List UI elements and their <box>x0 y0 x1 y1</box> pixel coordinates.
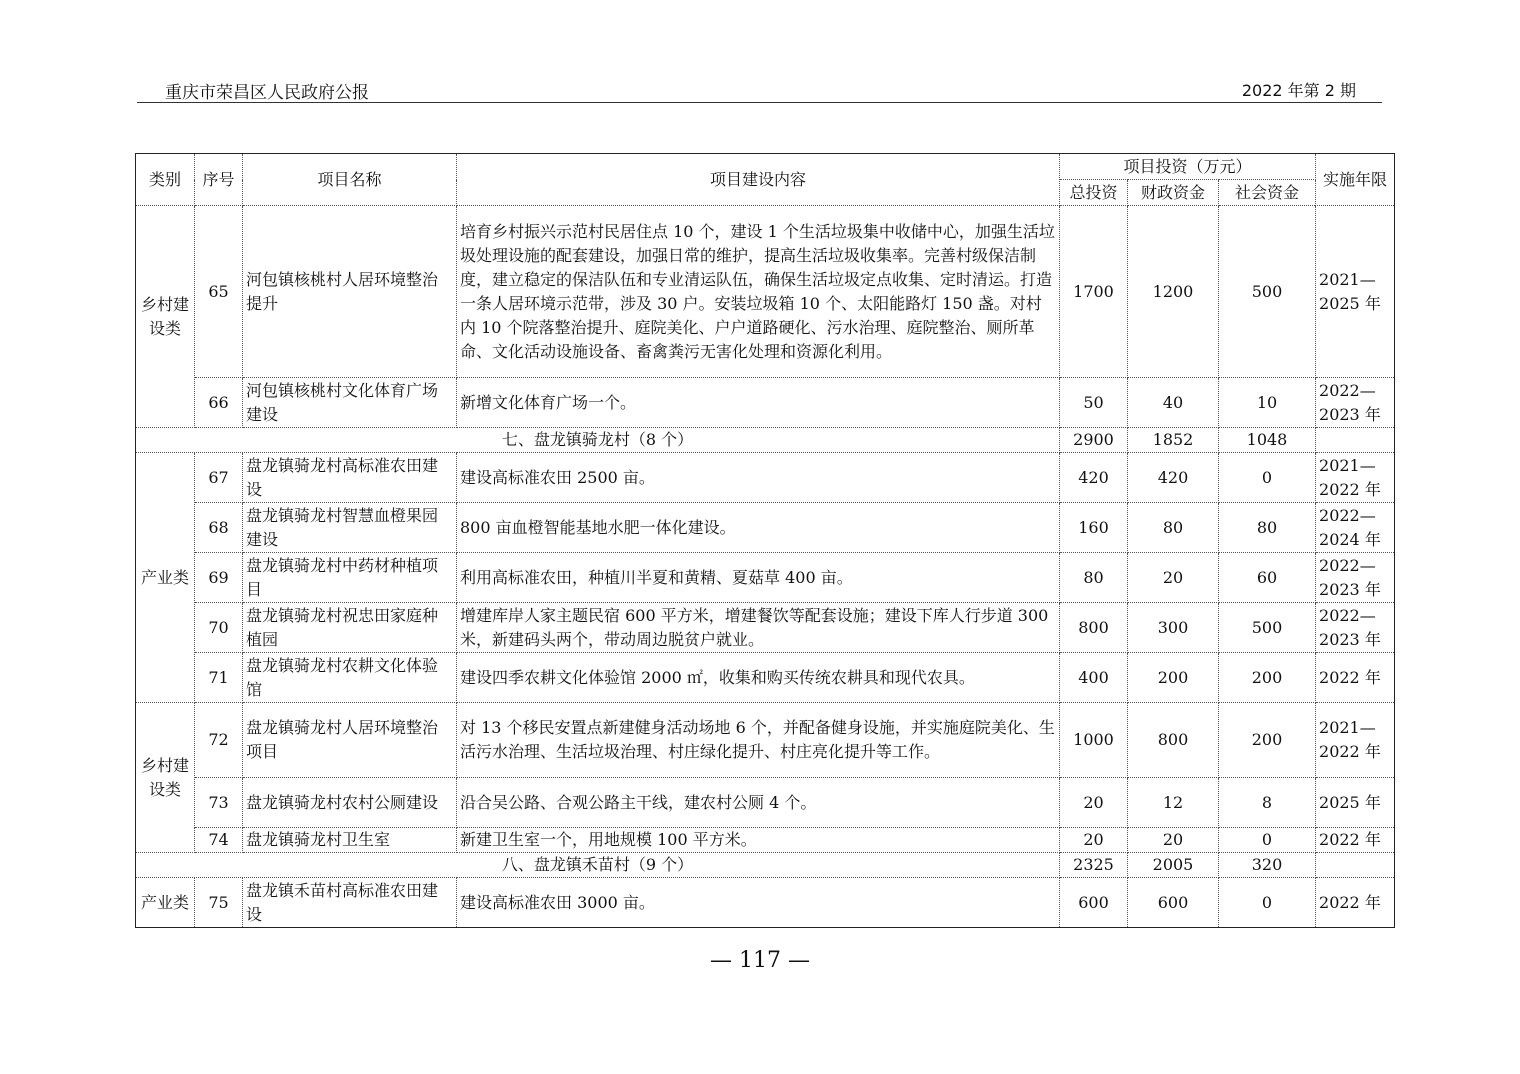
category-cell: 产业类 <box>136 453 195 703</box>
content-cell: 利用高标准农田，种植川半夏和黄精、夏菇草 400 亩。 <box>457 553 1060 603</box>
header-fiscal: 财政资金 <box>1128 180 1219 206</box>
seq-cell: 66 <box>195 378 243 428</box>
total-cell: 160 <box>1060 503 1128 553</box>
fiscal-cell: 300 <box>1128 603 1219 653</box>
section-fiscal: 2005 <box>1128 853 1219 878</box>
project-table <box>135 153 1395 928</box>
name-cell: 盘龙镇骑龙村中药材种植项目 <box>243 553 457 603</box>
section-row <box>136 853 1395 878</box>
header-total: 总投资 <box>1060 180 1128 206</box>
header-name: 项目名称 <box>243 154 457 206</box>
section-period <box>1316 428 1395 453</box>
period-cell: 2022 年 <box>1316 878 1395 928</box>
header-title: 重庆市荣昌区人民政府公报 <box>165 83 369 103</box>
total-cell: 80 <box>1060 553 1128 603</box>
section-social: 320 <box>1219 853 1316 878</box>
period-cell: 2022 年 <box>1316 828 1395 853</box>
section-fiscal: 1852 <box>1128 428 1219 453</box>
page-number: — 117 — <box>710 948 810 973</box>
table-row <box>136 206 1395 378</box>
name-cell: 河包镇核桃村文化体育广场建设 <box>243 378 457 428</box>
total-cell: 1700 <box>1060 206 1128 378</box>
table-row <box>136 653 1395 703</box>
period-cell: 2021—2025 年 <box>1316 206 1395 378</box>
header-social: 社会资金 <box>1219 180 1316 206</box>
seq-cell: 71 <box>195 653 243 703</box>
period-cell: 2021—2022 年 <box>1316 703 1395 778</box>
seq-cell: 75 <box>195 878 243 928</box>
social-cell: 0 <box>1219 878 1316 928</box>
fiscal-cell: 20 <box>1128 828 1219 853</box>
table-row <box>136 553 1395 603</box>
header-investment: 项目投资（万元） <box>1060 154 1316 180</box>
name-cell: 盘龙镇骑龙村祝忠田家庭种植园 <box>243 603 457 653</box>
name-cell: 盘龙镇禾苗村高标准农田建设 <box>243 878 457 928</box>
content-cell: 培育乡村振兴示范村民居住点 10 个，建设 1 个生活垃圾集中收储中心，加强生活垃圾处理设施的配套建设，加强日常的维护，提高生活垃圾收集率。完善村级保洁制度，建立稳定的保洁队伍和专业清运队伍，确保生活垃圾定点收集、定时清运。打造一条人居环境示范带，涉及 30 户。安装垃圾箱 10 个、太阳能路灯 150 盏。对村内 10 个院落整治提升、庭院美化、户户道路硬化、污水治理、庭院整治、厕所革命、文化活动设施设备、畜禽粪污无害化处理和资源化利用。 <box>457 206 1060 378</box>
content-cell: 增建库岸人家主题民宿 600 平方米，增建餐饮等配套设施；建设下库人行步道 300 米，新建码头两个，带动周边脱贫户就业。 <box>457 603 1060 653</box>
header-period: 实施年限 <box>1316 154 1395 206</box>
content-cell: 建设高标准农田 2500 亩。 <box>457 453 1060 503</box>
page-header <box>137 78 1382 103</box>
total-cell: 600 <box>1060 878 1128 928</box>
fiscal-cell: 40 <box>1128 378 1219 428</box>
total-cell: 20 <box>1060 778 1128 828</box>
period-cell: 2022—2023 年 <box>1316 603 1395 653</box>
social-cell: 8 <box>1219 778 1316 828</box>
category-cell: 乡村建设类 <box>136 703 195 853</box>
fiscal-cell: 420 <box>1128 453 1219 503</box>
seq-cell: 67 <box>195 453 243 503</box>
total-cell: 400 <box>1060 653 1128 703</box>
seq-cell: 69 <box>195 553 243 603</box>
table-row <box>136 778 1395 828</box>
content-cell: 新建卫生室一个，用地规模 100 平方米。 <box>457 828 1060 853</box>
seq-cell: 70 <box>195 603 243 653</box>
section-title: 七、盘龙镇骑龙村（8 个） <box>136 428 1060 453</box>
social-cell: 60 <box>1219 553 1316 603</box>
period-cell: 2025 年 <box>1316 778 1395 828</box>
table-row <box>136 828 1395 853</box>
fiscal-cell: 12 <box>1128 778 1219 828</box>
fiscal-cell: 1200 <box>1128 206 1219 378</box>
category-cell: 产业类 <box>136 878 195 928</box>
seq-cell: 74 <box>195 828 243 853</box>
content-cell: 对 13 个移民安置点新建健身活动场地 6 个，并配备健身设施，并实施庭院美化、生活污水治理、生活垃圾治理、村庄绿化提升、村庄亮化提升等工作。 <box>457 703 1060 778</box>
period-cell: 2022 年 <box>1316 653 1395 703</box>
name-cell: 盘龙镇骑龙村智慧血橙果园建设 <box>243 503 457 553</box>
section-total: 2325 <box>1060 853 1128 878</box>
table-row <box>136 503 1395 553</box>
social-cell: 0 <box>1219 453 1316 503</box>
content-cell: 建设高标准农田 3000 亩。 <box>457 878 1060 928</box>
fiscal-cell: 80 <box>1128 503 1219 553</box>
header-row <box>136 154 1395 180</box>
period-cell: 2022—2023 年 <box>1316 553 1395 603</box>
seq-cell: 73 <box>195 778 243 828</box>
total-cell: 50 <box>1060 378 1128 428</box>
table-row <box>136 878 1395 928</box>
period-cell: 2022—2024 年 <box>1316 503 1395 553</box>
header-content: 项目建设内容 <box>457 154 1060 206</box>
period-cell: 2022—2023 年 <box>1316 378 1395 428</box>
total-cell: 420 <box>1060 453 1128 503</box>
content-cell: 沿合吴公路、合观公路主干线，建农村公厕 4 个。 <box>457 778 1060 828</box>
table-row <box>136 703 1395 778</box>
total-cell: 800 <box>1060 603 1128 653</box>
social-cell: 500 <box>1219 603 1316 653</box>
social-cell: 0 <box>1219 828 1316 853</box>
header-seq: 序号 <box>195 154 243 206</box>
seq-cell: 72 <box>195 703 243 778</box>
header-category: 类别 <box>136 154 195 206</box>
content-cell: 800 亩血橙智能基地水肥一体化建设。 <box>457 503 1060 553</box>
total-cell: 1000 <box>1060 703 1128 778</box>
social-cell: 200 <box>1219 653 1316 703</box>
fiscal-cell: 600 <box>1128 878 1219 928</box>
name-cell: 盘龙镇骑龙村农村公厕建设 <box>243 778 457 828</box>
content-cell: 新增文化体育广场一个。 <box>457 378 1060 428</box>
seq-cell: 68 <box>195 503 243 553</box>
name-cell: 盘龙镇骑龙村高标准农田建设 <box>243 453 457 503</box>
section-total: 2900 <box>1060 428 1128 453</box>
fiscal-cell: 800 <box>1128 703 1219 778</box>
social-cell: 200 <box>1219 703 1316 778</box>
name-cell: 盘龙镇骑龙村人居环境整治项目 <box>243 703 457 778</box>
section-title: 八、盘龙镇禾苗村（9 个） <box>136 853 1060 878</box>
social-cell: 80 <box>1219 503 1316 553</box>
table-row <box>136 378 1395 428</box>
table-row <box>136 603 1395 653</box>
total-cell: 20 <box>1060 828 1128 853</box>
name-cell: 河包镇核桃村人居环境整治提升 <box>243 206 457 378</box>
section-row <box>136 428 1395 453</box>
social-cell: 10 <box>1219 378 1316 428</box>
section-period <box>1316 853 1395 878</box>
name-cell: 盘龙镇骑龙村卫生室 <box>243 828 457 853</box>
table-row <box>136 453 1395 503</box>
header-issue: 2022 年第 2 期 <box>1241 81 1356 100</box>
social-cell: 500 <box>1219 206 1316 378</box>
seq-cell: 65 <box>195 206 243 378</box>
content-cell: 建设四季农耕文化体验馆 2000 ㎡，收集和购买传统农耕具和现代农具。 <box>457 653 1060 703</box>
section-social: 1048 <box>1219 428 1316 453</box>
fiscal-cell: 200 <box>1128 653 1219 703</box>
category-cell: 乡村建设类 <box>136 206 195 428</box>
name-cell: 盘龙镇骑龙村农耕文化体验馆 <box>243 653 457 703</box>
period-cell: 2021—2022 年 <box>1316 453 1395 503</box>
fiscal-cell: 20 <box>1128 553 1219 603</box>
